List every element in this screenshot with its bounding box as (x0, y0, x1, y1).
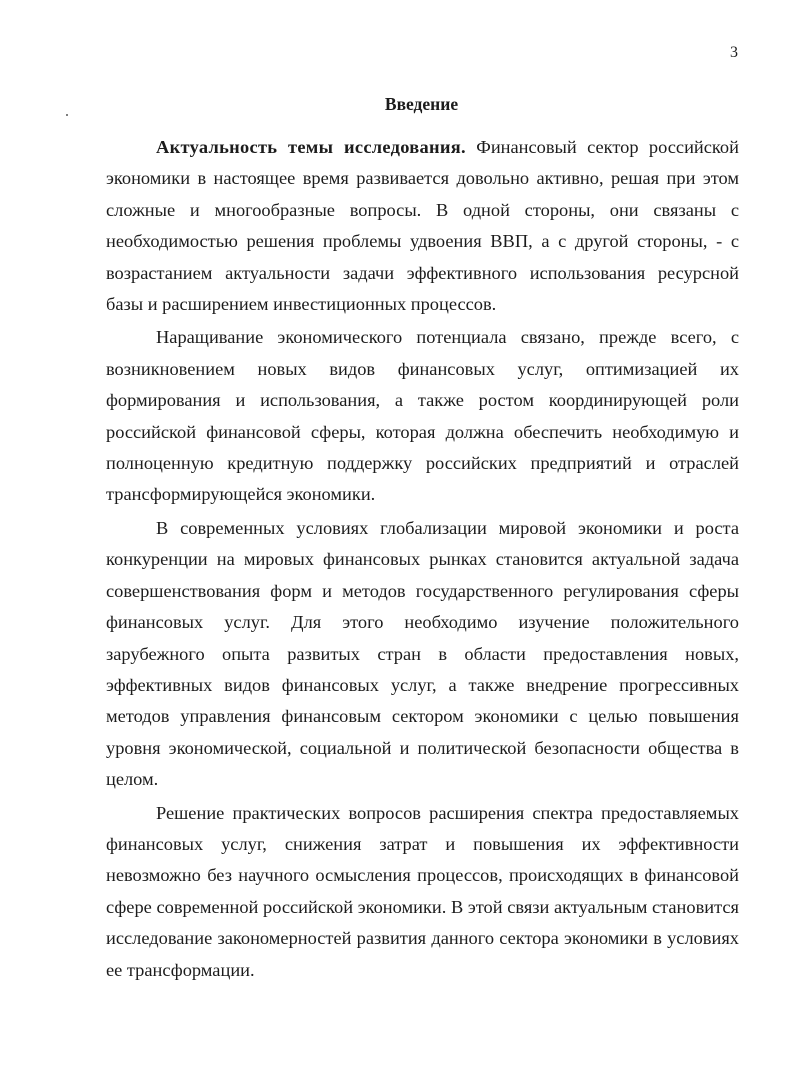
paragraph-relevance (106, 132, 739, 320)
paragraph-practical-issues: Решение практических вопросов расширения спектра предоставляемых финансовых услуг, снижения затрат и повышения их эффективности невозможно без научного осмысления процессов, происходящих в финансовой сфере современной российской экономики. В этой связи актуальным становится исследование закономерностей развития данного сектора экономики в условиях ее трансформации. (106, 802, 739, 980)
paragraph-economic-potential: Наращивание экономического потенциала связано, прежде всего, с возникновением новых видов финансовых услуг, оптимизацией их формирования и использования, а также ростом координирующей роли российской финансовой сферы, которая должна обеспечить необходимую и полноценную кредитную поддержку российских предприятий и отраслей трансформирующейся экономики. (106, 327, 739, 505)
paragraph-lead: Актуальность темы исследования. (156, 137, 466, 157)
paragraph-globalization: В современных условиях глобализации мировой экономики и роста конкуренции на мировых финансовых рынках становится актуальной задача совершенствования форм и методов государственного регулирования сферы финансовых услуг. Для этого необходимо изучение положительного зарубежного опыта развитых стран в области предоставления новых, эффективных видов финансовых услуг, а также внедрение прогрессивных методов управления финансовым сектором экономики с целью повышения уровня экономической, социальной и политической безопасности общества в целом. (106, 517, 739, 790)
paragraph-text: Финансовый сектор российской экономики в настоящее время развивается довольно активно, решая при этом сложные и многообразные вопросы. В одной стороны, они связаны с необходимостью решения проблемы удвоения ВВП, а с другой стороны, - с возрастанием актуальности задачи эффективного использования ресурсной базы и расширением инвестиционных процессов. (106, 137, 739, 315)
page-number: 3 (730, 44, 738, 61)
body-text (106, 132, 739, 986)
section-heading: Введение (384, 94, 459, 114)
